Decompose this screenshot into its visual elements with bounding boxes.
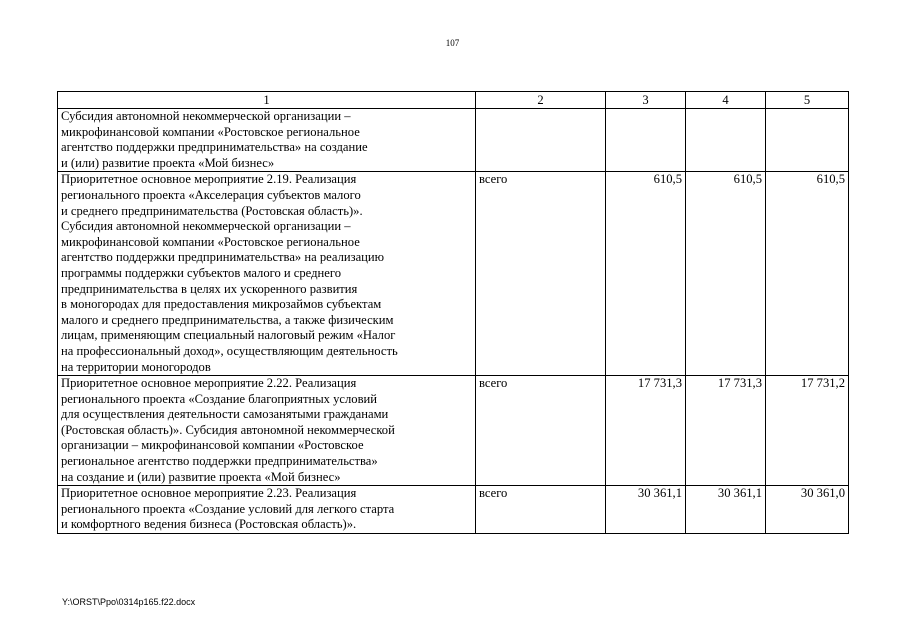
source-cell — [476, 109, 606, 172]
value-cell — [606, 109, 686, 172]
column-header: 4 — [686, 92, 766, 109]
description-cell: Приоритетное основное мероприятие 2.19. Реализация регионального проекта «Акселерация субъектов малого и среднего предпринимательства (Ростовская область)». Субсидия автономной некоммерческой организации – микрофинансовой компании «Ростовское региональное агентство поддержки предпринимательства» на реализацию программы поддержки субъектов малого и среднего предпринимательства в целях их ускоренного развития в моногородах для предоставления микрозаймов субъектам малого и среднего предпринимательства, а также физическим лицам, применяющим специальный налоговый режим «Налог на профессиональный доход», осуществляющим деятельность на территории моногородов — [58, 172, 476, 376]
source-cell: всего — [476, 172, 606, 376]
source-cell: всего — [476, 376, 606, 486]
value-cell: 610,5 — [766, 172, 849, 376]
table-row — [58, 376, 849, 486]
value-cell — [686, 109, 766, 172]
budget-table — [57, 91, 849, 534]
description-cell: Приоритетное основное мероприятие 2.23. Реализация регионального проекта «Создание условий для легкого старта и комфортного ведения бизнеса (Ростовская область)». — [58, 486, 476, 534]
value-cell — [766, 109, 849, 172]
page-number: 107 — [445, 38, 460, 48]
value-cell: 610,5 — [606, 172, 686, 376]
value-cell: 17 731,3 — [606, 376, 686, 486]
document-file-path: Y:\ORST\Ppo\0314p165.f22.docx — [62, 597, 196, 607]
table-row — [58, 486, 849, 534]
column-header: 1 — [58, 92, 476, 109]
column-header: 5 — [766, 92, 849, 109]
table-header-row — [58, 92, 849, 109]
value-cell: 17 731,3 — [686, 376, 766, 486]
column-header: 3 — [606, 92, 686, 109]
table-row — [58, 109, 849, 172]
value-cell: 30 361,1 — [686, 486, 766, 534]
value-cell: 30 361,1 — [606, 486, 686, 534]
value-cell: 17 731,2 — [766, 376, 849, 486]
value-cell: 610,5 — [686, 172, 766, 376]
column-header: 2 — [476, 92, 606, 109]
description-cell: Приоритетное основное мероприятие 2.22. Реализация регионального проекта «Создание благоприятных условий для осуществления деятельности самозанятыми гражданами (Ростовская область)». Субсидия автономной некоммерческой организации – микрофинансовой компании «Ростовское региональное агентство поддержки предпринимательства» на создание и (или) развитие проекта «Мой бизнес» — [58, 376, 476, 486]
value-cell: 30 361,0 — [766, 486, 849, 534]
description-cell: Субсидия автономной некоммерческой организации – микрофинансовой компании «Ростовское региональное агентство поддержки предпринимательства» на создание и (или) развитие проекта «Мой бизнес» — [58, 109, 476, 172]
table-row — [58, 172, 849, 376]
source-cell: всего — [476, 486, 606, 534]
